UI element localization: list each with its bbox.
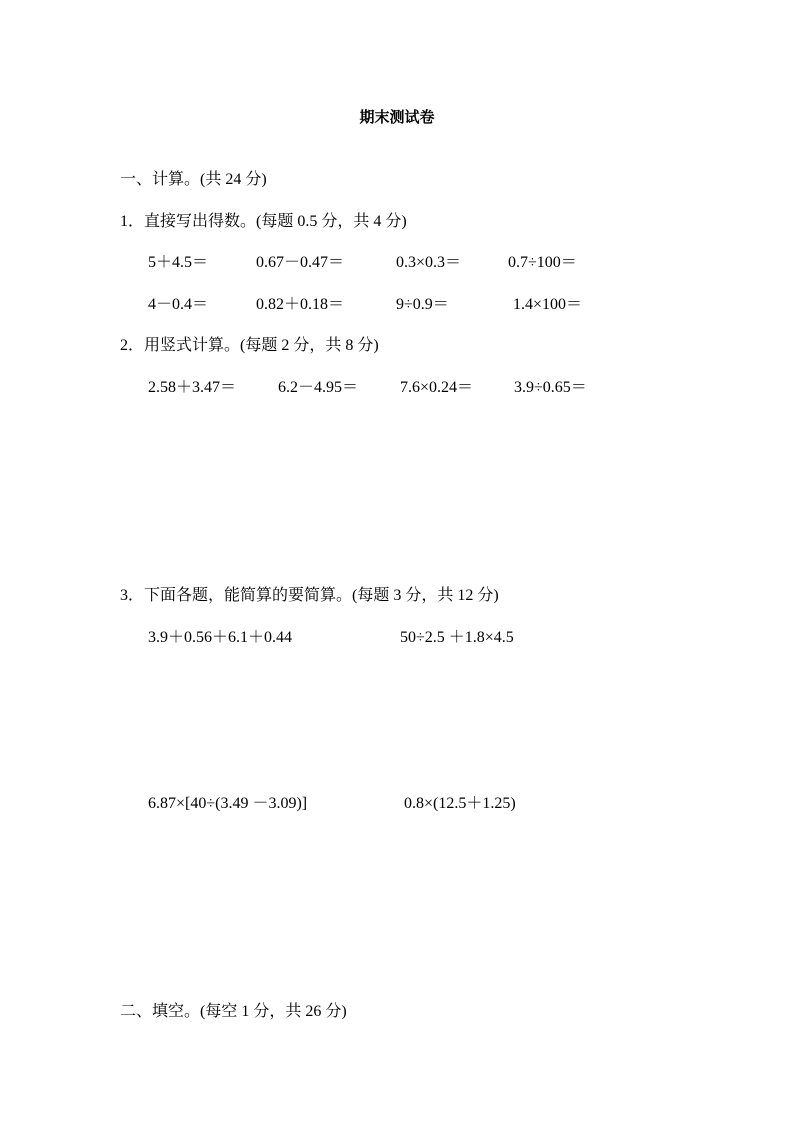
q3-item-3: 6.87×[40÷(3.49 －3.09)] — [148, 795, 308, 812]
q1-item-1: 5＋4.5＝ — [148, 254, 209, 271]
q2-item-3: 7.6×0.24＝ — [400, 379, 474, 396]
section-2-heading: 二、填空。(每空 1 分，共 26 分) — [120, 1003, 347, 1020]
q3-item-4: 0.8×(12.5＋1.25) — [404, 795, 516, 812]
question-2-heading: 2．用竖式计算。(每题 2 分，共 8 分) — [120, 337, 379, 354]
q1-item-5: 4－0.4＝ — [148, 296, 209, 313]
question-3-heading: 3．下面各题，能简算的要简算。(每题 3 分，共 12 分) — [120, 587, 499, 604]
page-title: 期末测试卷 — [359, 110, 435, 126]
q1-item-6: 0.82＋0.18＝ — [256, 296, 345, 313]
q3-item-2: 50÷2.5 ＋1.8×4.5 — [400, 629, 514, 646]
q1-item-8: 1.4×100＝ — [513, 296, 583, 313]
section-1-heading: 一、计算。(共 24 分) — [120, 171, 267, 188]
q2-item-1: 2.58＋3.47＝ — [148, 379, 237, 396]
q1-item-3: 0.3×0.3＝ — [396, 254, 462, 271]
q2-item-4: 3.9÷0.65＝ — [514, 379, 587, 396]
question-1-heading: 1．直接写出得数。(每题 0.5 分，共 4 分) — [120, 213, 407, 230]
q1-item-7: 9÷0.9＝ — [396, 296, 449, 313]
q1-item-4: 0.7÷100＝ — [508, 254, 577, 271]
q2-item-2: 6.2－4.95＝ — [278, 379, 359, 396]
q3-item-1: 3.9＋0.56＋6.1＋0.44 — [148, 629, 293, 646]
q1-item-2: 0.67－0.47＝ — [256, 254, 345, 271]
